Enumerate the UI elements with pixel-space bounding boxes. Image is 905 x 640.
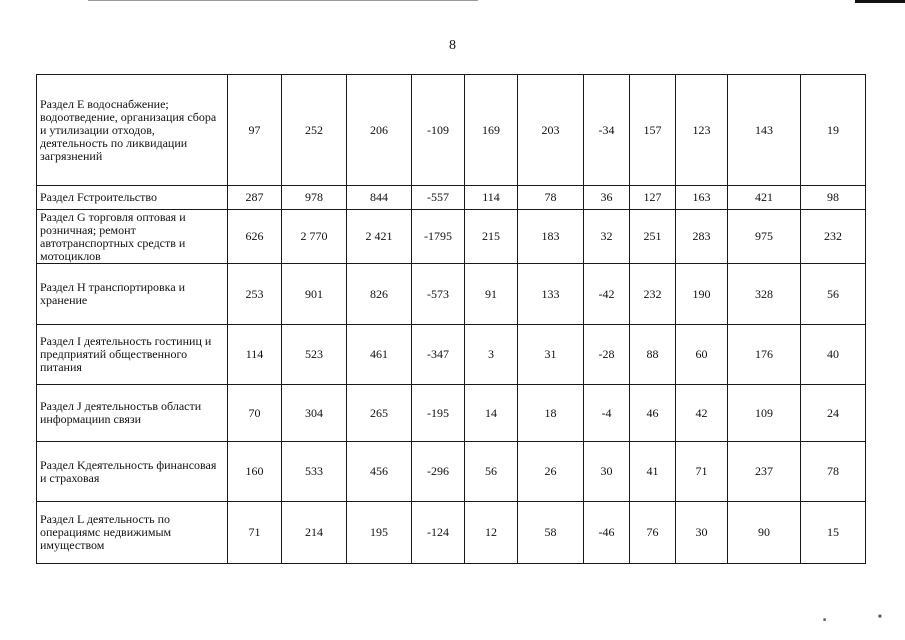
row-label: Раздел Fстроительство xyxy=(37,186,228,210)
table-cell: 206 xyxy=(347,75,412,186)
table-row xyxy=(37,210,866,264)
table-cell: 36 xyxy=(584,186,630,210)
top-rule-line xyxy=(88,0,478,2)
table-cell: 71 xyxy=(676,442,728,502)
table-cell: 143 xyxy=(728,75,801,186)
table-cell: 237 xyxy=(728,442,801,502)
table-cell: 163 xyxy=(676,186,728,210)
table-cell: 826 xyxy=(347,264,412,325)
table-row xyxy=(37,325,866,385)
row-label: Раздел Н транспортировка и хранение xyxy=(37,264,228,325)
table-cell: 190 xyxy=(676,264,728,325)
top-corner-mark xyxy=(855,0,905,3)
table-cell: 71 xyxy=(228,502,282,564)
table-cell: 123 xyxy=(676,75,728,186)
table-cell: 42 xyxy=(676,385,728,442)
table-cell: 60 xyxy=(676,325,728,385)
table-cell: 32 xyxy=(584,210,630,264)
table-cell: 56 xyxy=(801,264,866,325)
table-cell: 456 xyxy=(347,442,412,502)
table-cell: 2 421 xyxy=(347,210,412,264)
row-label: Раздел G торговля оптовая и розничная; ремонт автотранспортных средств и мотоциклов xyxy=(37,210,228,264)
statistics-table xyxy=(36,74,866,564)
table-body xyxy=(37,75,866,564)
table-cell: -46 xyxy=(584,502,630,564)
table-cell: 26 xyxy=(518,442,584,502)
table-cell: 109 xyxy=(728,385,801,442)
table-cell: 30 xyxy=(584,442,630,502)
table-cell: 133 xyxy=(518,264,584,325)
table-cell: -195 xyxy=(412,385,465,442)
table-row xyxy=(37,75,866,186)
row-label: Раздел J деятельностьв области информацииn связи xyxy=(37,385,228,442)
table-cell: -347 xyxy=(412,325,465,385)
table-cell: 18 xyxy=(518,385,584,442)
table-cell: 461 xyxy=(347,325,412,385)
table-cell: 12 xyxy=(465,502,518,564)
table-cell: 421 xyxy=(728,186,801,210)
row-label: Раздел I деятельность гостиниц и предприятий общественного питания xyxy=(37,325,228,385)
table-row xyxy=(37,385,866,442)
scan-speck: ■ xyxy=(823,618,827,623)
table-cell: 328 xyxy=(728,264,801,325)
table-cell: 844 xyxy=(347,186,412,210)
table-cell: 46 xyxy=(630,385,676,442)
table-cell: 31 xyxy=(518,325,584,385)
table-cell: -109 xyxy=(412,75,465,186)
table-cell: 304 xyxy=(282,385,347,442)
table-cell: 88 xyxy=(630,325,676,385)
table-cell: 626 xyxy=(228,210,282,264)
table-cell: 195 xyxy=(347,502,412,564)
table-cell: 91 xyxy=(465,264,518,325)
table-cell: 30 xyxy=(676,502,728,564)
table-cell: 3 xyxy=(465,325,518,385)
table-cell: 160 xyxy=(228,442,282,502)
table-cell: 78 xyxy=(801,442,866,502)
row-label: Раздел L деятельность по операциямс недвижимым имуществом xyxy=(37,502,228,564)
table-cell: 90 xyxy=(728,502,801,564)
table-cell: 214 xyxy=(282,502,347,564)
table-cell: 114 xyxy=(465,186,518,210)
table-cell: 901 xyxy=(282,264,347,325)
table-row xyxy=(37,264,866,325)
table-cell: 283 xyxy=(676,210,728,264)
table-cell: 97 xyxy=(228,75,282,186)
table-cell: 978 xyxy=(282,186,347,210)
table-cell: 127 xyxy=(630,186,676,210)
table-cell: 70 xyxy=(228,385,282,442)
table-cell: 523 xyxy=(282,325,347,385)
table-cell: 58 xyxy=(518,502,584,564)
table-cell: 287 xyxy=(228,186,282,210)
table-cell: 157 xyxy=(630,75,676,186)
table-cell: -296 xyxy=(412,442,465,502)
table-cell: 14 xyxy=(465,385,518,442)
table-cell: 169 xyxy=(465,75,518,186)
table-cell: -573 xyxy=(412,264,465,325)
row-label: Раздел Е водоснабжение; водоотведение, организация сбора и утилизации отходов, деятельность по ликвидации загрязнений xyxy=(37,75,228,186)
table-cell: 232 xyxy=(630,264,676,325)
table-cell: 41 xyxy=(630,442,676,502)
page-number: 8 xyxy=(449,38,456,53)
table-cell: 24 xyxy=(801,385,866,442)
table-cell: 76 xyxy=(630,502,676,564)
table-cell: 98 xyxy=(801,186,866,210)
table-cell: -42 xyxy=(584,264,630,325)
table-cell: 533 xyxy=(282,442,347,502)
table-cell: -124 xyxy=(412,502,465,564)
table-cell: -4 xyxy=(584,385,630,442)
row-label: Раздел Kдеятельность финансовая и страховая xyxy=(37,442,228,502)
table-cell: 56 xyxy=(465,442,518,502)
table-cell: 19 xyxy=(801,75,866,186)
table-cell: 2 770 xyxy=(282,210,347,264)
table-cell: 252 xyxy=(282,75,347,186)
table-cell: 215 xyxy=(465,210,518,264)
table-cell: -1795 xyxy=(412,210,465,264)
table-cell: 183 xyxy=(518,210,584,264)
table-row xyxy=(37,502,866,564)
scan-speck: ■ xyxy=(878,614,882,620)
table-cell: 251 xyxy=(630,210,676,264)
table-cell: 78 xyxy=(518,186,584,210)
table-row xyxy=(37,442,866,502)
table-row xyxy=(37,186,866,210)
table-cell: 253 xyxy=(228,264,282,325)
table-cell: -28 xyxy=(584,325,630,385)
table-cell: 15 xyxy=(801,502,866,564)
table-cell: 40 xyxy=(801,325,866,385)
table-cell: 265 xyxy=(347,385,412,442)
table-cell: 203 xyxy=(518,75,584,186)
table-cell: -557 xyxy=(412,186,465,210)
table-cell: 975 xyxy=(728,210,801,264)
table-cell: 114 xyxy=(228,325,282,385)
table-cell: 176 xyxy=(728,325,801,385)
table-cell: -34 xyxy=(584,75,630,186)
table-cell: 232 xyxy=(801,210,866,264)
